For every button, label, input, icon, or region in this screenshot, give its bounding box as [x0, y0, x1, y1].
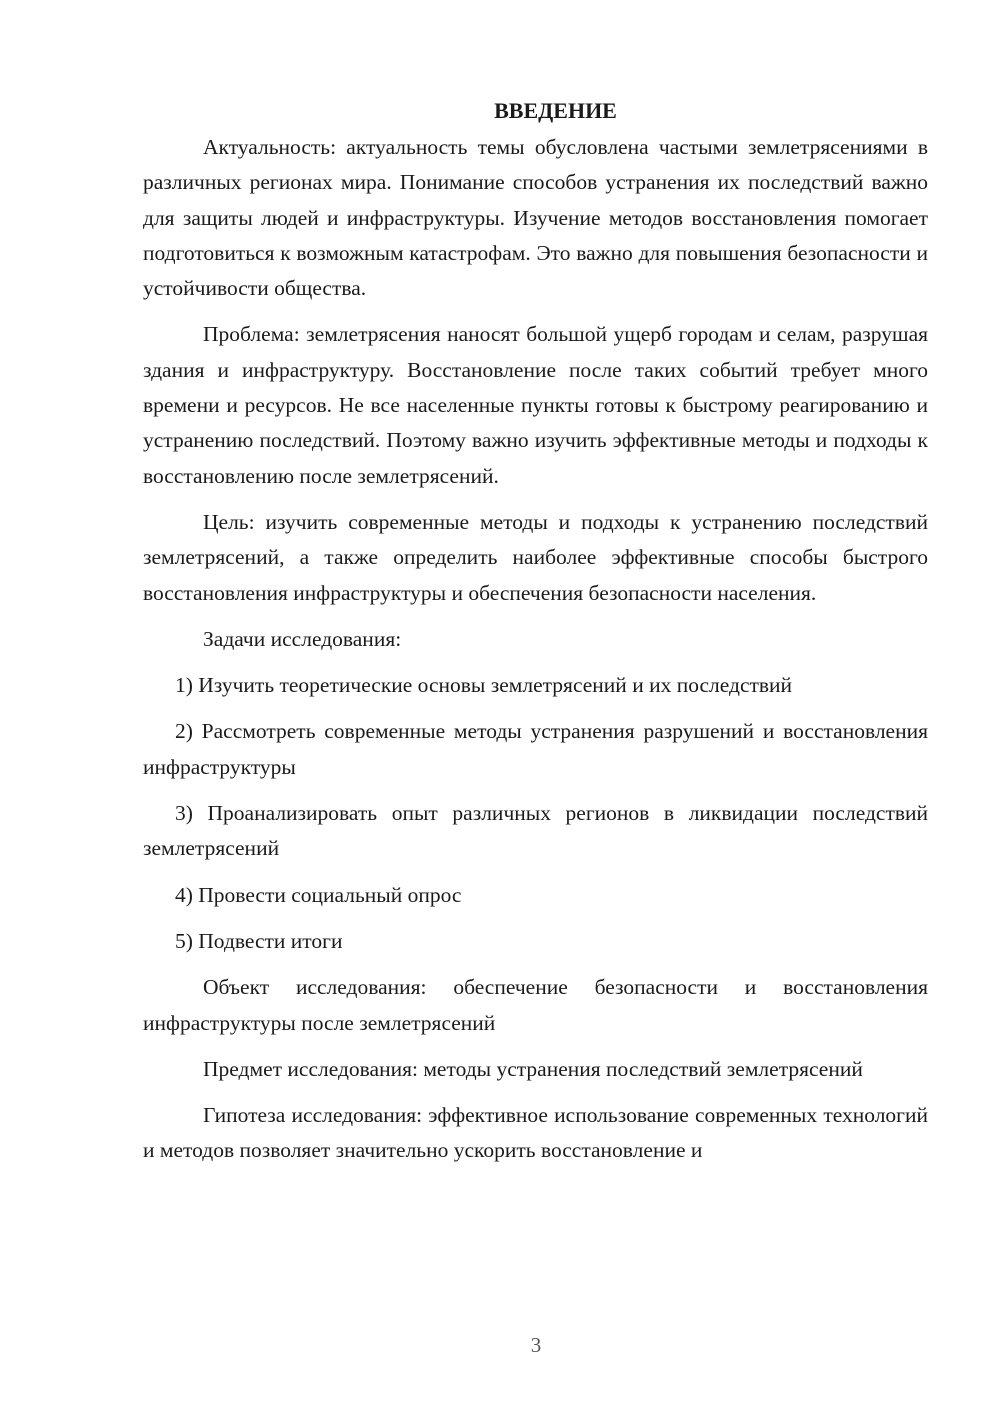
- task-item: 3) Проанализировать опыт различных регионов в ликвидации последствий землетрясений: [143, 801, 928, 861]
- goal-paragraph: Цель: изучить современные методы и подходы к устранению последствий землетрясений, а также определить наиболее эффективные способы быстрого восстановления инфраструктуры и обеспечения безопасности населения.: [143, 509, 928, 605]
- page-number: 3: [530, 1333, 542, 1357]
- task-item: 2) Рассмотреть современные методы устранения разрушений и восстановления инфраструктуры: [143, 719, 928, 779]
- object-paragraph: Объект исследования: обеспечение безопасности и восстановления инфраструктуры после землетрясений: [143, 975, 928, 1035]
- tasks-heading: Задачи исследования:: [203, 626, 402, 651]
- page-content: [143, 96, 928, 1180]
- section-title: ВВЕДЕНИЕ: [494, 98, 617, 123]
- problem-paragraph: Проблема: землетрясения наносят большой ущерб городам и селам, разрушая здания и инфраструктуру. Восстановление после таких событий требует много времени и ресурсов. Не все населенные пункты готовы к быстрому реагированию и устранению последствий. Поэтому важно изучить эффективные методы и подходы к восстановлению после землетрясений.: [143, 322, 928, 488]
- relevance-paragraph: Актуальность: актуальность темы обусловлена частыми землетрясениями в различных регионах мира. Понимание способов устранения их последствий важно для защиты людей и инфраструктуры. Изучение методов восстановления помогает подготовиться к возможным катастрофам. Это важно для повышения безопасности и устойчивости общества.: [143, 135, 928, 301]
- task-item: 5) Подвести итоги: [175, 928, 343, 953]
- task-item: 1) Изучить теоретические основы землетрясений и их последствий: [175, 673, 793, 698]
- task-item: 4) Провести социальный опрос: [175, 882, 462, 907]
- subject-paragraph: Предмет исследования: методы устранения последствий землетрясений: [203, 1056, 863, 1081]
- hypothesis-paragraph: Гипотеза исследования: эффективное использование современных технологий и методов позволяет значительно ускорить восстановление и: [143, 1103, 928, 1163]
